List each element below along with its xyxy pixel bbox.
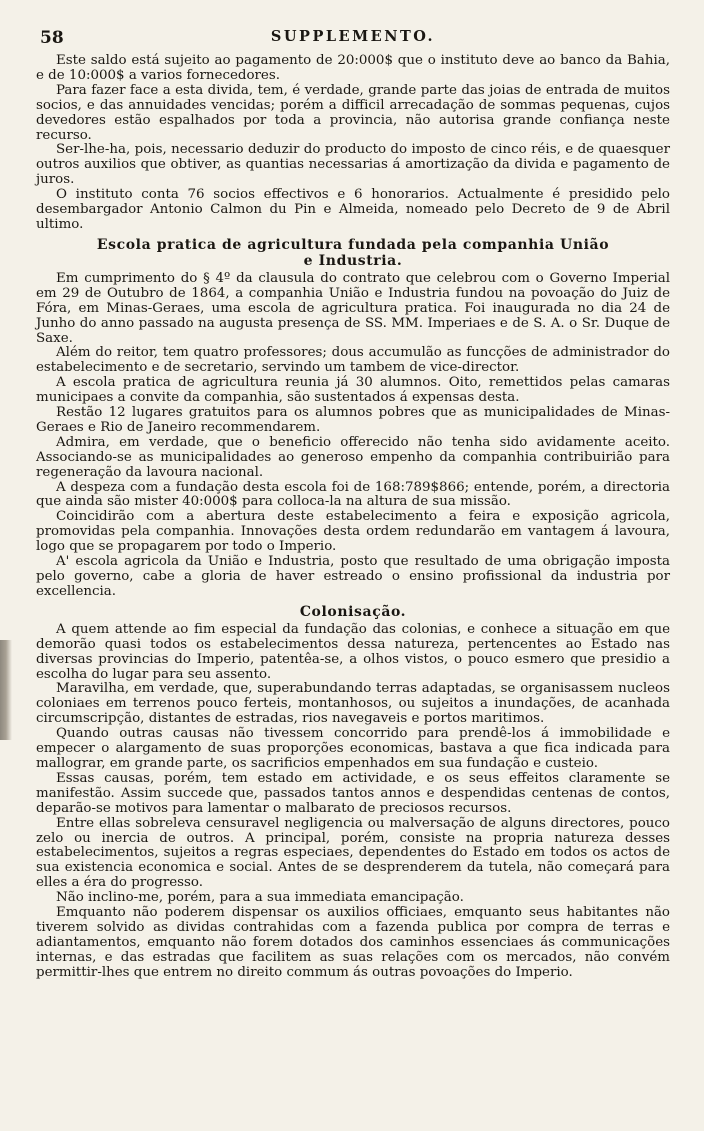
paragraph: A despeza com a fundação desta escola foi de 168:789$866; entende, porém, a directoria que ainda são mister 40:000$ para colloca-la na altura de sua missão. (36, 479, 670, 510)
page-number: 58 (40, 28, 64, 48)
section-heading-escola (36, 237, 670, 269)
section-colonisacao (36, 623, 670, 981)
heading-line: Escola pratica de agricultura fundada pela companhia União (96, 236, 610, 253)
section-instituto (36, 54, 670, 233)
paragraph: Quando outras causas não tivessem concorrido para prendê-los á immobilidade e empecer o alargamento de suas proporções economicas, bastava a que fica indicada para mallograr, em grande parte, os sacrificios empenhados em sua fundação e custeio. (36, 726, 670, 771)
section-heading-colonisacao: Colonisação. (299, 603, 407, 620)
paragraph: Além do reitor, tem quatro professores; dous accumulão as funcções de administrador do estabelecimento e de secretario, servindo um tambem de vice-director. (36, 345, 670, 376)
paragraph: Não inclino-me, porém, para a sua immediata emancipação. (56, 890, 464, 906)
page-header (36, 28, 670, 54)
paragraph: Admira, em verdade, que o beneficio offerecido não tenha sido avidamente aceito. Associando-se as municipalidades ao generoso empenho da companhia contribuirião para regeneração da lavoura nacional. (36, 434, 670, 480)
paragraph: Maravilha, em verdade, que, superabundando terras adaptadas, se organisassem nucleos coloniaes em terrenos pouco ferteis, montanhosos, ou sujeitos a inundações, de acanhada circumscripção, distantes de estradas, rios navegaveis e portos maritimos. (36, 681, 670, 727)
paragraph: Este saldo está sujeito ao pagamento de 20:000$ que o instituto deve ao banco da Bahia, e de 10:000$ a varios fornecedores. (36, 53, 670, 83)
paragraph: Em cumprimento do § 4º da clausula do contrato que celebrou com o Governo Imperial em 29 de Outubro de 1864, a companhia União e Industria fundou na povoação do Juiz de Fóra, em Minas-Geraes, uma escola de agricultura pratica. Foi inaugurada no dia 24 de Junho do anno passado na augusta presença de SS. MM. Imperiaes e de S. A. o Sr. Duque de Saxe. (36, 270, 670, 346)
paragraph: Ser-lhe-ha, pois, necessario deduzir do producto do imposto de cinco réis, e de quaesquer outros auxilios que obtiver, as quantias necessarias á amortização da divida e pagamento de juros. (36, 142, 670, 188)
section-escola (36, 272, 670, 600)
heading-line: e Industria. (303, 252, 403, 269)
paragraph: Emquanto não poderem dispensar os auxilios officiaes, emquanto seus habitantes não tiverem solvido as dividas contrahidas com a fazenda publica por compra de terras e adiantamentos, emquanto não forem dotados dos caminhos essenciaes ás communicações internas, e das estradas que facilitem as suas relações com os mercados, não convém permittir-lhes que entrem no direito commum ás outras povoações do Imperio. (36, 905, 670, 980)
document-page (36, 28, 670, 981)
running-title: SUPPLEMENTO. (270, 28, 436, 45)
paragraph: A' escola agricola da União e Industria, posto que resultado de uma obrigação imposta pelo governo, cabe a gloria de haver estreado o ensino profissional da industria por excellencia. (36, 554, 670, 599)
page-edge-stain (0, 640, 12, 740)
paragraph: Para fazer face a esta divida, tem, é verdade, grande parte das joias de entrada de muitos socios, e das annuidades vencidas; porém a difficil arrecadação de sommas pequenas, cujos devedores estão espalhados por toda a provincia, não autorisa grande confiança neste recurso. (36, 82, 670, 143)
paragraph: O instituto conta 76 socios effectivos e 6 honorarios. Actualmente é presidido pelo desembargador Antonio Calmon du Pin e Almeida, nomeado pelo Decreto de 9 de Abril ultimo. (36, 187, 670, 232)
paragraph: A quem attende ao fim especial da fundação das colonias, e conhece a situação em que demorão quasi todos os estabelecimentos dessa natureza, pertencentes ao Estado nas diversas provincias do Imperio, patentêa-se, a olhos vistos, o pouco esmero que presidio a escolha do lugar para seu assento. (36, 621, 670, 682)
paragraph: Coincidirão com a abertura deste estabelecimento a feira e exposição agricola, promovidas pela companhia. Innovações desta ordem redundarão em vantagem á lavoura, logo que se propagarem por todo o Imperio. (36, 509, 670, 555)
paragraph: A escola pratica de agricultura reunia já 30 alumnos. Oito, remettidos pelas camaras municipaes a convite da companhia, são sustentados á expensas desta. (36, 375, 670, 406)
paragraph: Entre ellas sobreleva censuravel negligencia ou malversação de alguns directores, pouco zelo ou inercia de outros. A principal, porém, consiste na propria natureza desses estabelecimentos, sujeitos a regras especiaes, dependentes do Estado em todos os actos de sua existencia economica e social. Antes de se desprenderem da tutela, não começará para elles a éra do progresso. (36, 815, 670, 891)
paragraph: Restão 12 lugares gratuitos para os alumnos pobres que as municipalidades de Minas-Geraes e Rio de Janeiro recommendarem. (36, 405, 670, 435)
paragraph: Essas causas, porém, tem estado em actividade, e os seus effeitos claramente se manifestão. Assim succede que, passados tantos annos e despendidas centenas de contos, deparão-se motivos para lamentar o malbarato de preciosos recursos. (36, 770, 670, 816)
